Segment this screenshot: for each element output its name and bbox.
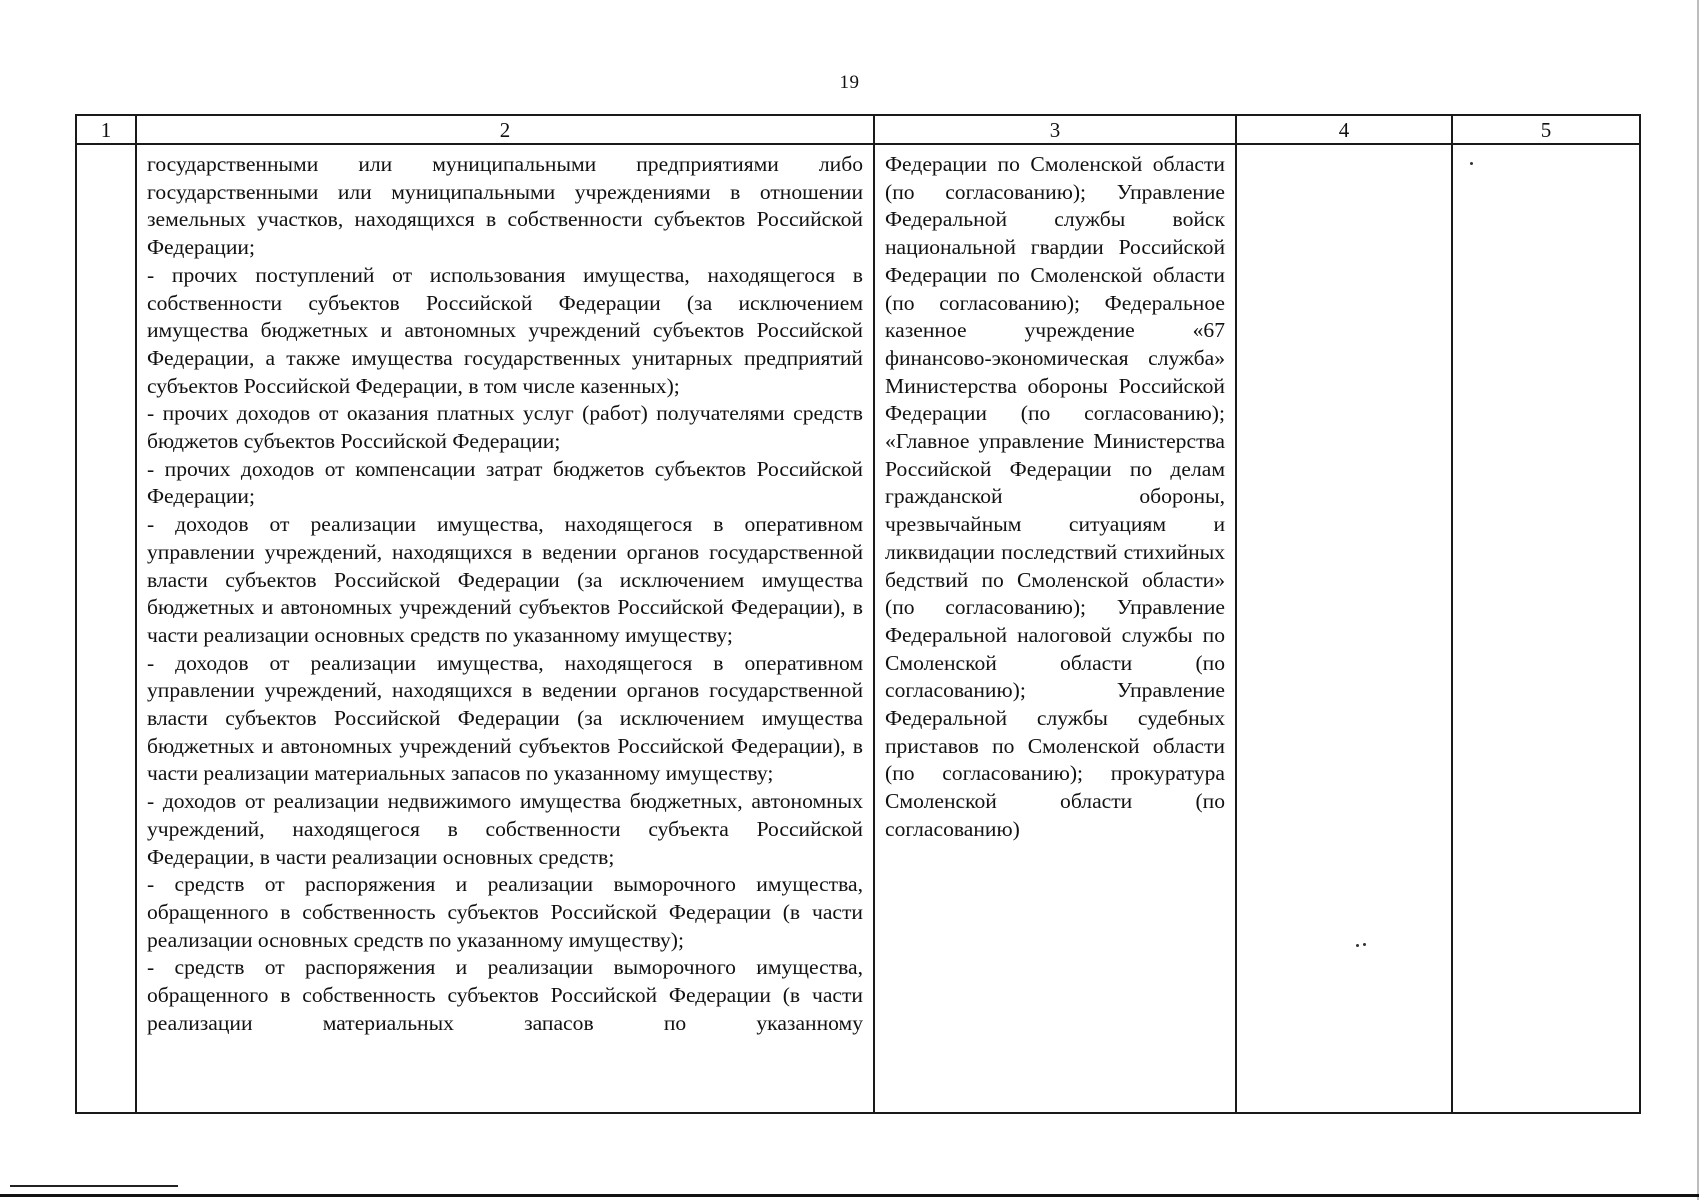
document-table — [75, 114, 1641, 1114]
table-header-row — [76, 115, 1640, 144]
footnote-separator — [10, 1185, 178, 1187]
scan-speck — [1470, 162, 1473, 165]
cell-responsible-organizations — [874, 144, 1236, 1113]
scan-speck — [1363, 943, 1366, 946]
description-paragraph: - средств от распоряжения и реализации выморочного имущества, обращенного в собственность субъектов Российской Федерации (в части реализации материальных запасов по указанному — [147, 955, 863, 1035]
table-row — [76, 144, 1640, 1113]
description-paragraph: государственными или муниципальными предприятиями либо государственными или муниципальными учреждениями в отношении земельных участков, находящихся в собственности субъектов Российской Федерации; — [147, 152, 863, 260]
column-header-2: 2 — [136, 115, 874, 144]
cell-revenue-description — [136, 144, 874, 1113]
page-bottom-rule — [0, 1194, 1699, 1197]
description-paragraph: - доходов от реализации имущества, находящегося в оперативном управлении учреждений, находящихся в ведении органов государственной власти субъектов Российской Федерации (за исключением имущества бюджетных и автономных учреждений субъектов Российской Федерации), в части реализации основных средств по указанному имуществу; — [147, 512, 863, 647]
column-header-1: 1 — [76, 115, 136, 144]
column-header-4: 4 — [1236, 115, 1452, 144]
description-paragraph: - средств от распоряжения и реализации выморочного имущества, обращенного в собственность субъектов Российской Федерации (в части реализации основных средств по указанному имуществу); — [147, 872, 863, 952]
page-number: 19 — [839, 72, 860, 93]
description-paragraph: - прочих поступлений от использования имущества, находящегося в собственности субъектов Российской Федерации (за исключением имущества бюджетных и автономных учреждений субъектов Российской Федерации, а также имущества государственных унитарных предприятий субъектов Российской Федерации, в том числе казенных); — [147, 262, 863, 398]
cell-column-4 — [1236, 144, 1452, 1113]
description-paragraph: - прочих доходов от компенсации затрат бюджетов субъектов Российской Федерации; — [147, 456, 863, 509]
description-paragraph: - доходов от реализации недвижимого имущества бюджетных, автономных учреждений, находящегося в собственности субъекта Российской Федерации, в части реализации основных средств; — [147, 789, 863, 869]
cell-column-5 — [1452, 144, 1640, 1113]
organizations-text: Федерации по Смоленской области (по согласованию); Управление Федеральной службы войск национальной гвардии Российской Федерации по Смоленской области (по согласованию); Федеральное казенное учреждение «67 финансово-экономическая служба» Министерства обороны Российской Федерации (по согласованию); «Главное управление Министерства Российской Федерации по делам гражданской обороны, чрезвычайным ситуациям и ликвидации последствий стихийных бедствий по Смоленской области» (по согласованию); Управление Федеральной налоговой службы по Смоленской области (по согласованию); Управление Федеральной службы судебных приставов по Смоленской области (по согласованию); прокуратура Смоленской области (по согласованию) — [885, 152, 1225, 841]
description-paragraph: - прочих доходов от оказания платных услуг (работ) получателями средств бюджетов субъектов Российской Федерации; — [147, 401, 863, 454]
column-header-5: 5 — [1452, 115, 1640, 144]
description-paragraph: - доходов от реализации имущества, находящегося в оперативном управлении учреждений, находящихся в ведении органов государственной власти субъектов Российской Федерации (за исключением имущества бюджетных и автономных учреждений субъектов Российской Федерации), в части реализации материальных запасов по указанному имуществу; — [147, 650, 863, 786]
scan-speck — [1356, 944, 1359, 947]
cell-number — [76, 144, 136, 1113]
column-header-3: 3 — [874, 115, 1236, 144]
